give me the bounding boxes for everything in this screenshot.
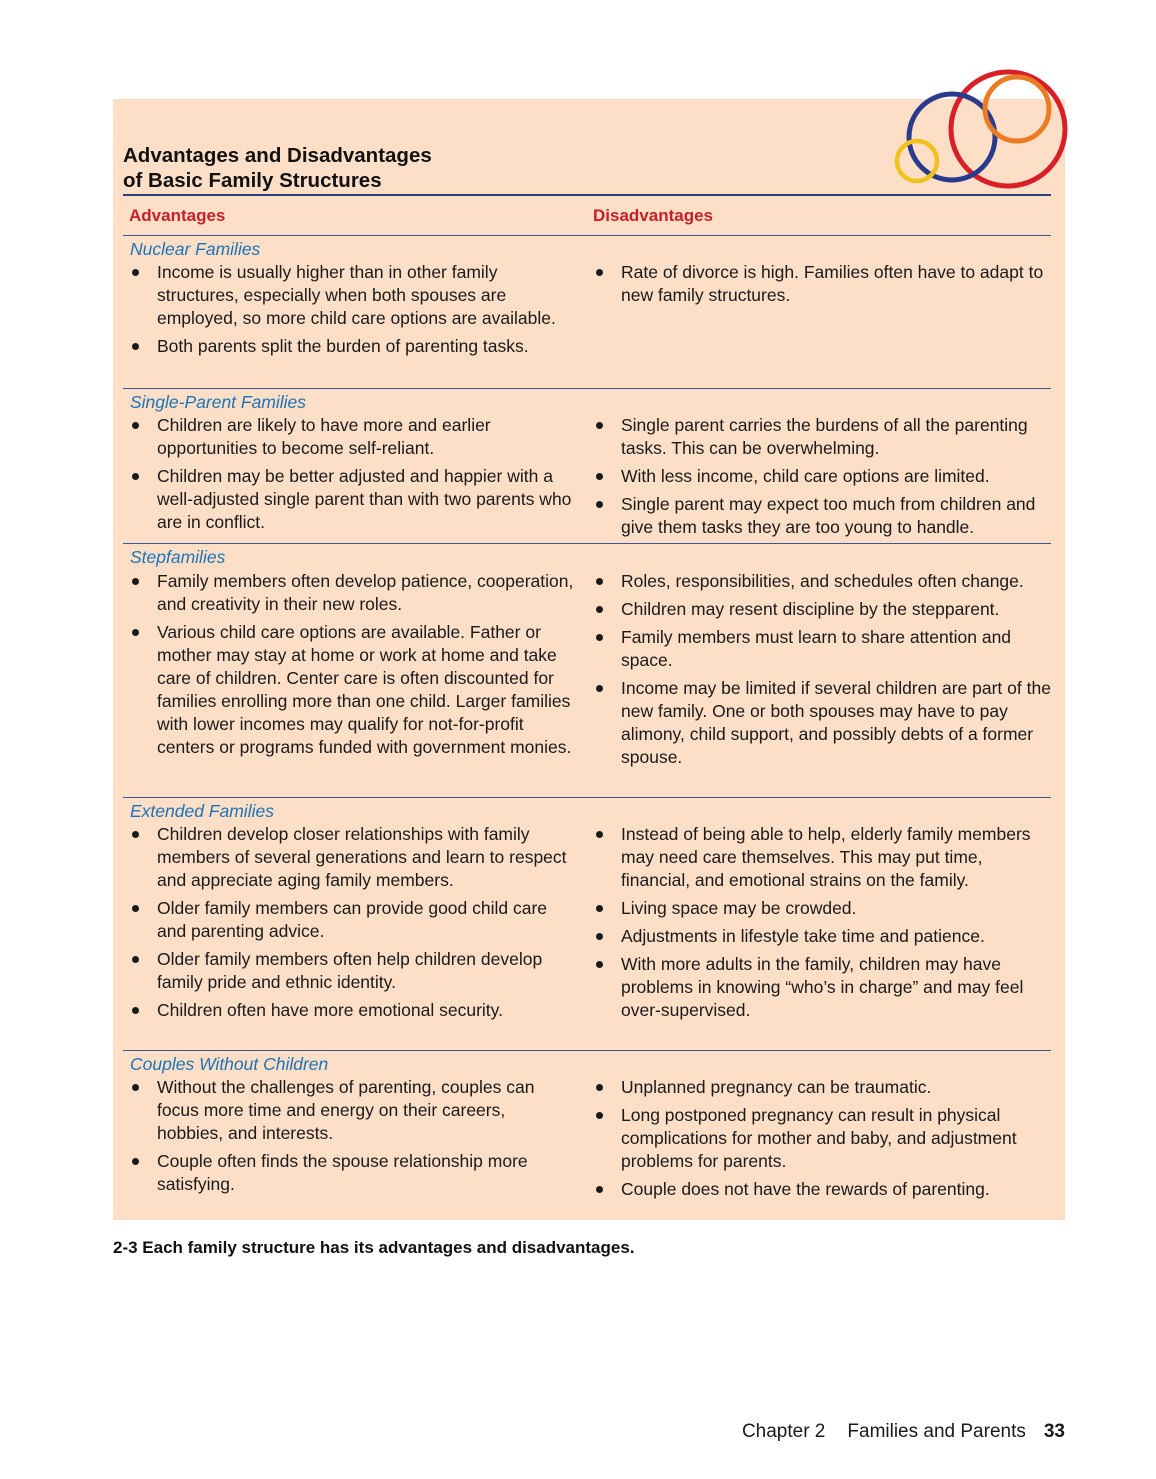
list-item: Children develop closer relationships with family members of several generations and learn to respect and appreciate aging family members. [129,823,574,892]
list-item: Living space may be crowded. [593,897,1051,920]
list-item: Unplanned pregnancy can be traumatic. [593,1076,1051,1099]
section-divider [123,797,1051,798]
page-title [123,143,432,193]
figure-caption: 2-3 Each family structure has its advantages and disadvantages. [113,1238,635,1257]
section-title-single-parent-families: Single-Parent Families [130,392,307,412]
list-item: Rate of divorce is high. Families often have to adapt to new family structures. [593,261,1051,307]
list-item: Children may resent discipline by the stepparent. [593,598,1051,621]
section-title-couples-without-children: Couples Without Children [130,1054,329,1074]
list-item: Children often have more emotional security. [129,999,574,1022]
page-number: 33 [1043,1421,1065,1442]
list-item: Children may be better adjusted and happier with a well-adjusted single parent than with two parents who are in conflict. [129,465,574,534]
advantages-column-header: Advantages [129,206,226,225]
list-item: Couple does not have the rewards of parenting. [593,1178,1051,1201]
nuclear-advantages-list [129,261,574,363]
list-item: Without the challenges of parenting, couples can focus more time and energy on their careers, hobbies, and interests. [129,1076,574,1145]
decorative-rings-icon [880,62,1080,202]
list-item: Family members must learn to share attention and space. [593,626,1051,672]
list-item: With less income, child care options are limited. [593,465,1051,488]
single-parent-advantages-list [129,414,574,539]
list-item: Income is usually higher than in other family structures, especially when both spouses are employed, so more child care options are available. [129,261,574,330]
single-parent-disadvantages-list [593,414,1051,544]
stepfamilies-advantages-list [129,570,574,764]
section-divider [123,388,1051,389]
section-title-extended-families: Extended Families [130,801,274,821]
extended-disadvantages-list [593,823,1051,1027]
section-title-stepfamilies: Stepfamilies [130,547,226,567]
list-item: Both parents split the burden of parenting tasks. [129,335,574,358]
list-item: Single parent carries the burdens of all the parenting tasks. This can be overwhelming. [593,414,1051,460]
list-item: Instead of being able to help, elderly family members may need care themselves. This may put time, financial, and emotional strains on the family. [593,823,1051,892]
list-item: Various child care options are available. Father or mother may stay at home or work at home and take care of children. Center care is often discounted for families enrolling more than one child. Larger families with lower incomes may qualify for not-for-profit centers or programs funded with government monies. [129,621,574,759]
list-item: Older family members can provide good child care and parenting advice. [129,897,574,943]
couples-advantages-list [129,1076,574,1201]
list-item: Adjustments in lifestyle take time and patience. [593,925,1051,948]
extended-advantages-list [129,823,574,1027]
section-divider [123,543,1051,544]
list-item: Long postponed pregnancy can result in physical complications for mother and baby, and adjustment problems for parents. [593,1104,1051,1173]
list-item: With more adults in the family, children may have problems in knowing “who’s in charge” and may feel over-supervised. [593,953,1051,1022]
list-item: Family members often develop patience, cooperation, and creativity in their new roles. [129,570,574,616]
nuclear-disadvantages-list [593,261,1051,312]
footer-chapter-title: Families and Parents [847,1421,1026,1442]
header-divider [123,194,1051,196]
section-divider [123,235,1051,236]
list-item: Couple often finds the spouse relationship more satisfying. [129,1150,574,1196]
title-line-2: of Basic Family Structures [123,169,382,192]
stepfamilies-disadvantages-list [593,570,1051,774]
section-title-nuclear-families: Nuclear Families [130,239,261,259]
list-item: Income may be limited if several children are part of the new family. One or both spouses may have to pay alimony, child support, and possibly debts of a former spouse. [593,677,1051,769]
list-item: Older family members often help children develop family pride and ethnic identity. [129,948,574,994]
disadvantages-column-header: Disadvantages [593,206,713,225]
footer-chapter: Chapter 2 [741,1421,826,1442]
section-divider [123,1050,1051,1051]
list-item: Roles, responsibilities, and schedules often change. [593,570,1051,593]
couples-disadvantages-list [593,1076,1051,1206]
title-line-1: Advantages and Disadvantages [123,144,432,167]
page-footer [742,1421,1065,1443]
list-item: Children are likely to have more and earlier opportunities to become self-reliant. [129,414,574,460]
list-item: Single parent may expect too much from children and give them tasks they are too young to handle. [593,493,1051,539]
